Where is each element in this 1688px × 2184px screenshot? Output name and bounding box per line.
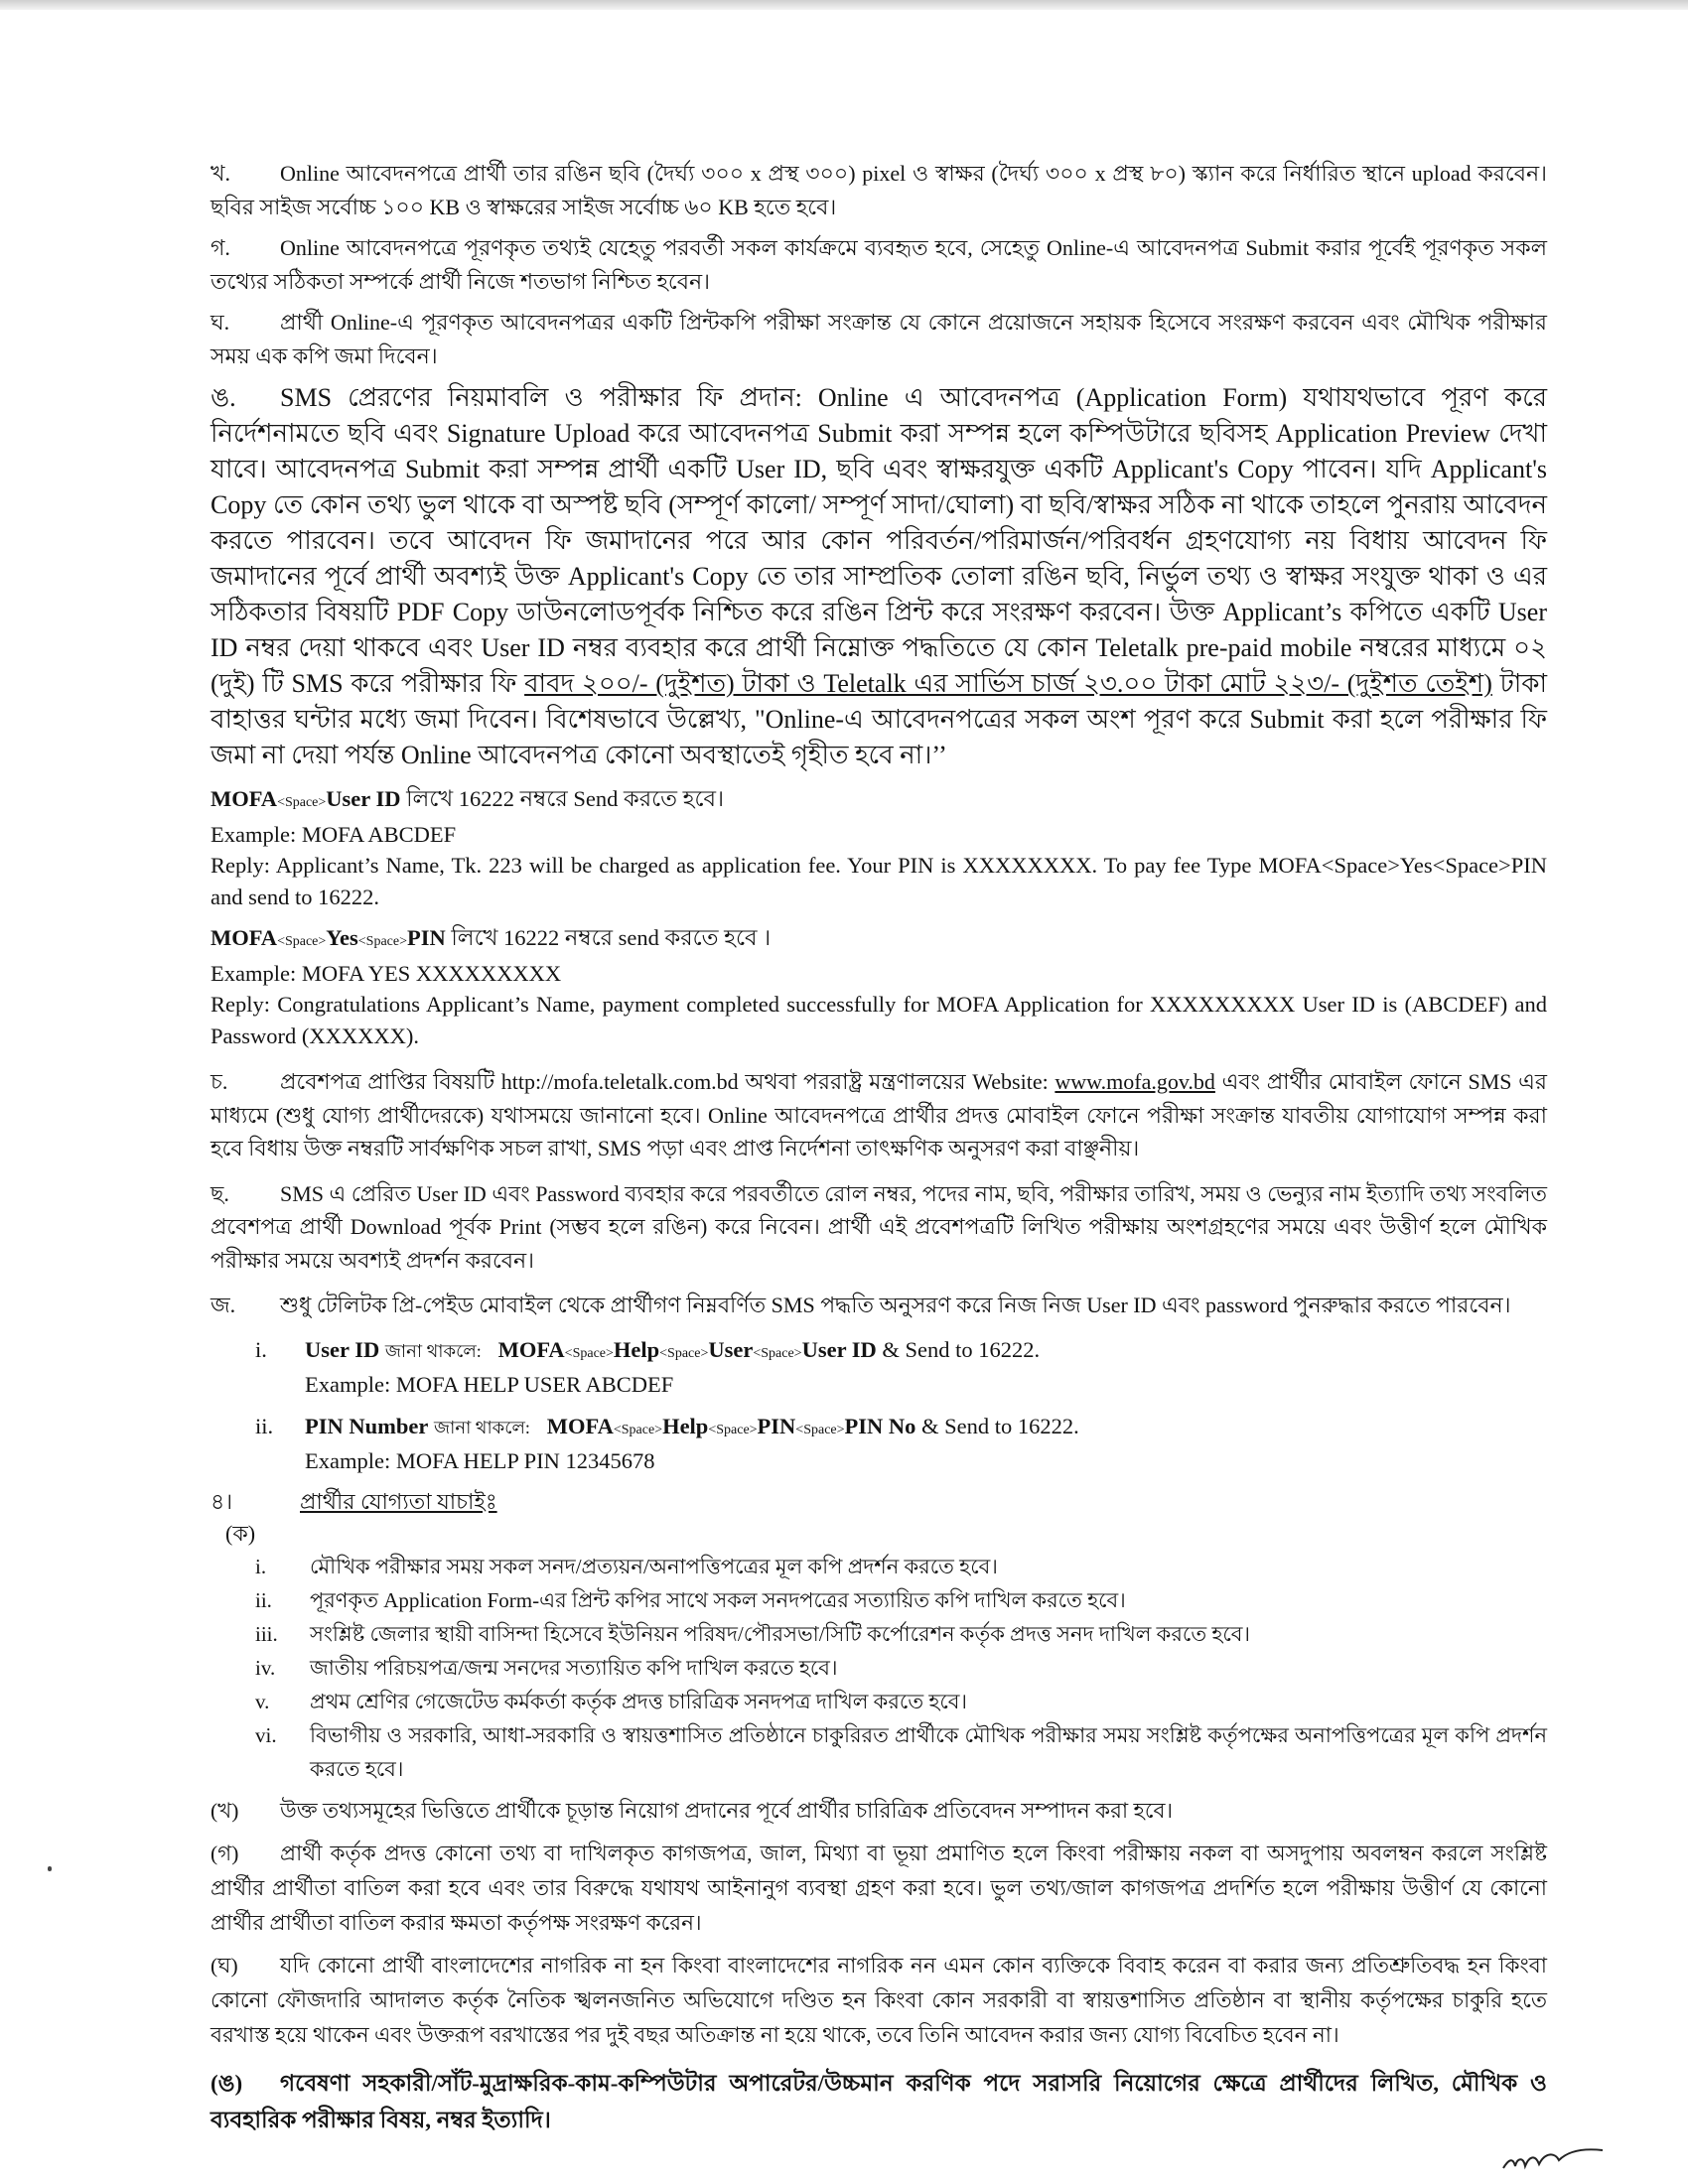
cmd-instruction: লিখে 16222 নম্বরে Send করতে হবে। — [406, 786, 725, 811]
known-tail: জানা থাকলে: — [434, 1417, 530, 1437]
cmd-send: & Send to 16222. — [882, 1336, 1041, 1362]
paragraph-text: প্রার্থী কর্তৃক প্রদত্ত কোনো তথ্য বা দাখিলকৃত কাগজপত্র, জাল, মিথ্যা বা ভূয়া প্রমাণিত হলে কিংবা পরীক্ষায় নকল বা অসদুপায় অবলম্বন করলে সংশ্লিষ্ট প্রার্থীর প্রার্থীতা বাতিল করা হবে এবং তার বিরুদ্ধে যথাযথ আইনানুগ ব্যবস্থা গ্রহণ করা হবে। ভুল তথ্য/জাল কাগজপত্র প্রদর্শিত হলে পরীক্ষায় উত্তীর্ণ যে কোনো প্রার্থীর প্রার্থীতা বাতিল করার ক্ষমতা কর্তৃপক্ষ সংরক্ষণ করেন। — [211, 1841, 1547, 1935]
website-link[interactable]: www.mofa.gov.bd — [1055, 1069, 1215, 1094]
cmd-mofa: MOFA — [211, 925, 278, 950]
sms-example: Example: MOFA YES XXXXXXXXX — [211, 960, 562, 986]
paragraph-label: গ. — [211, 235, 230, 260]
paragraph-label: (ঙ) — [211, 2070, 243, 2096]
cmd-send: & Send to 16222. — [921, 1413, 1079, 1438]
section-title: প্রার্থীর যোগ্যতা যাচাইঃ — [300, 1488, 497, 1514]
cmd-pin: PIN — [757, 1413, 796, 1438]
paragraph-label: খ. — [211, 161, 230, 186]
paragraph-label: (খ) — [211, 1798, 239, 1823]
cmd-space: <Space> — [277, 795, 327, 810]
paragraph-text: Online আবেদনপত্রে প্রার্থী তার রঙিন ছবি (দৈর্ঘ্য ৩০০ x প্রস্থ ৩০০) pixel ও স্বাক্ষর (দৈর্ঘ্য ৩০০ x প্রস্থ ৮০) স্ক্যান করে নির্ধারিত স্থানে upload করবেন। ছবির সাইজ সর্বোচ্চ ১০০ KB ও স্বাক্ষরের সাইজ সর্বোচ্চ ৬০ KB হতে হবে। — [211, 161, 1547, 219]
cmd-pin: PIN — [407, 925, 446, 950]
item-number: vi. — [255, 1722, 277, 1747]
sub-label-ka: (ক) — [225, 1520, 256, 1546]
paragraph-text: গবেষণা সহকারী/সাঁট-মুদ্রাক্ষরিক-কাম-কম্পিউটার অপারেটর/উচ্চমান করণিক পদে সরাসরি নিয়োগের ক্ষেত্রে প্রার্থীদের লিখিত, মৌখিক ও ব্যবহারিক পরীক্ষার বিষয়, নম্বর ইত্যাদি। — [211, 2070, 1547, 2132]
cmd-userid: User ID — [801, 1336, 877, 1362]
cmd-mofa: MOFA — [546, 1413, 614, 1438]
sms-step-1 — [211, 783, 1547, 912]
recovery-user-id — [211, 1334, 1547, 1401]
sms-command-line — [211, 922, 1547, 958]
item-text: জাতীয় পরিচয়পত্র/জন্ম সনদের সত্যায়িত কপি দাখিল করতে হবে। — [310, 1655, 838, 1680]
paragraph-kha-report — [211, 1794, 1547, 1829]
section-4-heading — [211, 1485, 1547, 1518]
paragraph-label: (গ) — [211, 1841, 239, 1865]
paragraph-kha — [211, 157, 1547, 223]
paragraph-text: যদি কোনো প্রার্থী বাংলাদেশের নাগরিক না হন কিংবা বাংলাদেশের নাগরিক নন এমন কোন ব্যক্তিকে বিবাহ করেন বা করার জন্য প্রতিশ্রুতিবদ্ধ হন কিংবা কোনো ফৌজদারি আদালত কর্তৃক নৈতিক স্খলনজনিত অভিযোগে দণ্ডিত হন কিংবা কোন সরকারী বা স্বায়ত্তশাসিত প্রতিষ্ঠান বা স্থানীয় কর্তৃপক্ষের চাকুরি হতে বরখাস্ত হয়ে থাকেন এবং উক্তরূপ বরখাস্তের পর দুই বছর অতিক্রান্ত না হয়ে থাকে, তবে তিনি আবেদন করার জন্য যোগ্য বিবেচিত হবেন না। — [211, 1953, 1547, 2047]
cmd-space: <Space> — [277, 934, 327, 949]
list-item — [211, 1583, 1547, 1617]
known-item: User ID — [305, 1336, 380, 1362]
recovery-command — [305, 1411, 1079, 1446]
cmd-space: <Space> — [564, 1345, 614, 1361]
cmd-instruction: লিখে 16222 নম্বরে send করতে হবে । — [451, 925, 772, 950]
signature-initials — [1499, 2144, 1609, 2174]
cmd-pin-no: PIN No — [844, 1413, 916, 1438]
cmd-space: <Space> — [708, 1422, 758, 1437]
paragraph-label: ঘ. — [211, 310, 230, 335]
paragraph-label: ঙ. — [211, 383, 236, 412]
paragraph-label: চ. — [211, 1069, 228, 1094]
list-item — [211, 1685, 1547, 1718]
item-number: v. — [255, 1689, 270, 1713]
item-number: i. — [255, 1554, 267, 1578]
paragraph-cha — [211, 1065, 1547, 1165]
cmd-space: <Space> — [613, 1422, 663, 1437]
item-text: মৌখিক পরীক্ষার সময় সকল সনদ/প্রত্যয়ন/অনাপত্তিপত্রের মূল কপি প্রদর্শন করতে হবে। — [310, 1554, 998, 1578]
paragraph-label: (ঘ) — [211, 1953, 238, 1978]
recovery-example: Example: MOFA HELP USER ABCDEF — [305, 1372, 674, 1397]
paragraph-text-end: এবং প্রার্থীর মোবাইল ফোনে SMS এর মাধ্যমে (শুধু যোগ্য প্রার্থীদেরকে) যথাসময়ে জানানো হবে। Online আবেদনপত্রে প্রার্থীর প্রদত্ত মোবাইল ফোনে পরীক্ষা সংক্রান্ত যাবতীয় যোগাযোগ সম্পন্ন করা হবে বিধায় উক্ত নম্বরটি সার্বক্ষণিক সচল রাখা, SMS পড়া এবং প্রাপ্ত নির্দেশনা তাৎক্ষণিক অনুসরণ করা বাঞ্ছনীয়। — [211, 1069, 1548, 1160]
item-number: iii. — [255, 1621, 278, 1646]
sms-reply: Reply: Congratulations Applicant’s Name, payment completed successfully for MOFA Application for XXXXXXXXX User ID is (ABCDEF) and Password (XXXXXX). — [211, 992, 1547, 1048]
sms-reply: Reply: Applicant’s Name, Tk. 223 will be charged as application fee. Your PIN is XXXXXXXX. To pay fee Type MOFA<Space>Yes<Space>PIN and send to 16222. — [211, 853, 1547, 909]
cmd-space: <Space> — [753, 1345, 802, 1361]
list-item — [211, 1617, 1547, 1651]
recovery-pin — [211, 1411, 1547, 1477]
paragraph-text: শুধু টেলিটক প্রি-পেইড মোবাইল থেকে প্রার্থীগণ নিম্নবর্ণিত SMS পদ্ধতি অনুসরণ করে নিজ নিজ User ID এবং password পুনরুদ্ধার করতে পারবেন। — [280, 1293, 1511, 1317]
paragraph-gha-ineligibility — [211, 1949, 1547, 2053]
cmd-space: <Space> — [659, 1345, 709, 1361]
paragraph-label: জ. — [211, 1293, 236, 1317]
list-item — [211, 1550, 1547, 1583]
item-number: ii. — [255, 1413, 274, 1438]
cmd-userid: User ID — [326, 786, 401, 811]
sms-step-2 — [211, 922, 1547, 1051]
known-item: PIN Number — [305, 1413, 429, 1438]
item-number: i. — [255, 1336, 267, 1362]
item-text: পূরণকৃত Application Form-এর প্রিন্ট কপির সাথে সকল সনদপত্রের সত্যায়িত কপি দাখিল করতে হবে। — [310, 1587, 1126, 1612]
eligibility-list — [211, 1550, 1547, 1786]
item-number: ii. — [255, 1587, 272, 1612]
cmd-help: Help — [613, 1336, 660, 1362]
paragraph-gha — [211, 306, 1547, 372]
item-text: বিভাগীয় ও সরকারি, আধা-সরকারি ও স্বায়ত্তশাসিত প্রতিষ্ঠানে চাকুরিরত প্রার্থীকে মৌখিক পরীক্ষার সময় সংশ্লিষ্ট কর্তৃপক্ষের অনাপত্তিপত্রের মূল কপি প্রদর্শন করতে হবে। — [310, 1722, 1547, 1781]
recovery-command — [305, 1334, 1040, 1370]
cmd-mofa: MOFA — [497, 1336, 565, 1362]
item-number: iv. — [255, 1655, 276, 1680]
sms-example: Example: MOFA ABCDEF — [211, 821, 457, 847]
paragraph-text: প্রার্থী Online-এ পূরণকৃত আবেদনপত্রর একটি প্রিন্টকপি পরীক্ষা সংক্রান্ত যে কোনে প্রয়োজনে সহায়ক হিসেবে সংরক্ষণ করবেন এবং মৌখিক পরীক্ষার সময় এক কপি জমা দিবেন। — [211, 310, 1547, 368]
paragraph-ga — [211, 231, 1547, 298]
paragraph-text: প্রবেশপত্র প্রাপ্তির বিষয়টি http://mofa.teletalk.com.bd অথবা পররাষ্ট্র মন্ত্রণালয়ের Website: — [280, 1069, 1049, 1094]
paragraph-label: ছ. — [211, 1180, 229, 1206]
cmd-help: Help — [662, 1413, 709, 1438]
fee-amount-underlined: বাবদ ২০০/- (দুইশত) টাকা ও Teletalk এর সার্ভিস চার্জ ২৩.০০ টাকা মোট ২২৩/- (দুইশত তেইশ) — [524, 669, 1492, 698]
cmd-space: <Space> — [357, 934, 407, 949]
paragraph-ja — [211, 1289, 1547, 1322]
cmd-space: <Space> — [795, 1422, 845, 1437]
item-text: সংশ্লিষ্ট জেলার স্থায়ী বাসিন্দা হিসেবে ইউনিয়ন পরিষদ/পৌরসভা/সিটি কর্পোরেশন কর্তৃক প্রদত্ত সনদ দাখিল করতে হবে। — [310, 1621, 1251, 1646]
paragraph-umo-exam-subjects — [211, 2065, 1547, 2138]
paragraph-text-end: টাকা বাহাত্তর ঘন্টার মধ্যে জমা দিবেন। বিশেষভাবে উল্লেখ্য, "Online-এ আবেদনপত্রের সকল অংশ পূরণ করে Submit করা হলে পরীক্ষার ফি জমা না দেয়া পর্যন্ত Online আবেদনপত্র কোনো অবস্থাতেই গৃহীত হবে না।’’ — [211, 669, 1548, 769]
paragraph-text: Online আবেদনপত্রে পূরণকৃত তথ্যই যেহেতু পরবর্তী সকল কার্যক্রমে ব্যবহৃত হবে, সেহেতু Online-এ আবেদনপত্র Submit করার পূর্বেই পূরণকৃত সকল তথ্যের সঠিকতা সম্পর্কে প্রার্থী নিজে শতভাগ নিশ্চিত হবেন। — [211, 235, 1547, 294]
known-tail: জানা থাকলে: — [384, 1340, 482, 1361]
list-item — [211, 1718, 1547, 1786]
cmd-mofa: MOFA — [211, 786, 278, 811]
paragraph-chha — [211, 1177, 1547, 1278]
cmd-yes: Yes — [326, 925, 358, 950]
paragraph-text: SMS এ প্রেরিত User ID এবং Password ব্যবহার করে পরবর্তীতে রোল নম্বর, পদের নাম, ছবি, পরীক্ষার তারিখ, সময় ও ভেন্যুর নাম ইত্যাদি তথ্য সংবলিত প্রবেশপত্র প্রার্থী Download পূর্বক Print (সম্ভব হলে রঙিন) করে নিবেন। প্রার্থী এই প্রবেশপত্রটি লিখিত পরীক্ষায় অংশগ্রহণের সময়ে এবং উত্তীর্ণ হলে মৌখিক পরীক্ষার সময়ে অবশ্যই প্রদর্শন করবেন। — [211, 1180, 1547, 1273]
scan-top-edge — [0, 0, 1688, 10]
paragraph-text: SMS প্রেরণের নিয়মাবলি ও পরীক্ষার ফি প্রদান: Online এ আবেদনপত্র (Application Form) যথাযথভাবে পূরণ করে নির্দেশনামতে ছবি এবং Signature Upload করে আবেদনপত্র Submit করা সম্পন্ন হলে কম্পিউটারে ছবিসহ Application Preview দেখা যাবে। আবেদনপত্র Submit করা সম্পন্ন প্রার্থী একটি User ID, ছবি এবং স্বাক্ষরযুক্ত একটি Applicant's Copy পাবেন। যদি Applicant's Copy তে কোন তথ্য ভুল থাকে বা অস্পষ্ট ছবি (সম্পূর্ণ কালো/ সম্পূর্ণ সাদা/ঘোলা) বা ছবি/স্বাক্ষর সঠিক না থাকে তাহলে পুনরায় আবেদন করতে পারবেন। তবে আবেদন ফি জমাদানের পরে আর কোন পরিবর্তন/পরিমার্জন/পরিবর্ধন গ্রহণযোগ্য নয় বিধায় আবেদন ফি জমাদানের পূর্বে প্রার্থী অবশ্যই উক্ত Applicant's Copy তে তার সাম্প্রতিক তোলা রঙিন ছবি, নির্ভুল তথ্য ও স্বাক্ষর সংযুক্ত থাকা ও এর সঠিকতার বিষয়টি PDF Copy ডাউনলোডপূর্বক নিশ্চিত করে রঙিন প্রিন্ট করে সংরক্ষণ করবেন। উক্ত Applicant’s কপিতে একটি User ID নম্বর দেয়া থাকবে এবং User ID নম্বর ব্যবহার করে প্রার্থী নিম্নোক্ত পদ্ধতিতে যে কোন Teletalk pre-paid mobile নম্বরের মাধ্যমে ০২ (দুই) টি SMS করে পরীক্ষার ফি — [211, 383, 1547, 698]
cmd-user: User — [708, 1336, 754, 1362]
sms-command-line — [211, 783, 1547, 819]
section-number: ৪। — [211, 1488, 233, 1514]
item-text: প্রথম শ্রেণির গেজেটেড কর্মকর্তা কর্তৃক প্রদত্ত চারিত্রিক সনদপত্র দাখিল করতে হবে। — [310, 1689, 967, 1713]
list-item — [211, 1651, 1547, 1685]
paragraph-ga-cancellation — [211, 1837, 1547, 1941]
paragraph-umo-sms-rules — [211, 380, 1547, 773]
recovery-example: Example: MOFA HELP PIN 12345678 — [305, 1448, 655, 1473]
item-body — [305, 1411, 1079, 1477]
paragraph-text: উক্ত তথ্যসমূহের ভিত্তিতে প্রার্থীকে চূড়ান্ত নিয়োগ প্রদানের পূর্বে প্রার্থীর চারিত্রিক প্রতিবেদন সম্পাদন করা হবে। — [280, 1798, 1174, 1823]
scan-speck — [48, 1866, 52, 1871]
item-body — [305, 1334, 1040, 1401]
document-body — [211, 157, 1547, 2138]
